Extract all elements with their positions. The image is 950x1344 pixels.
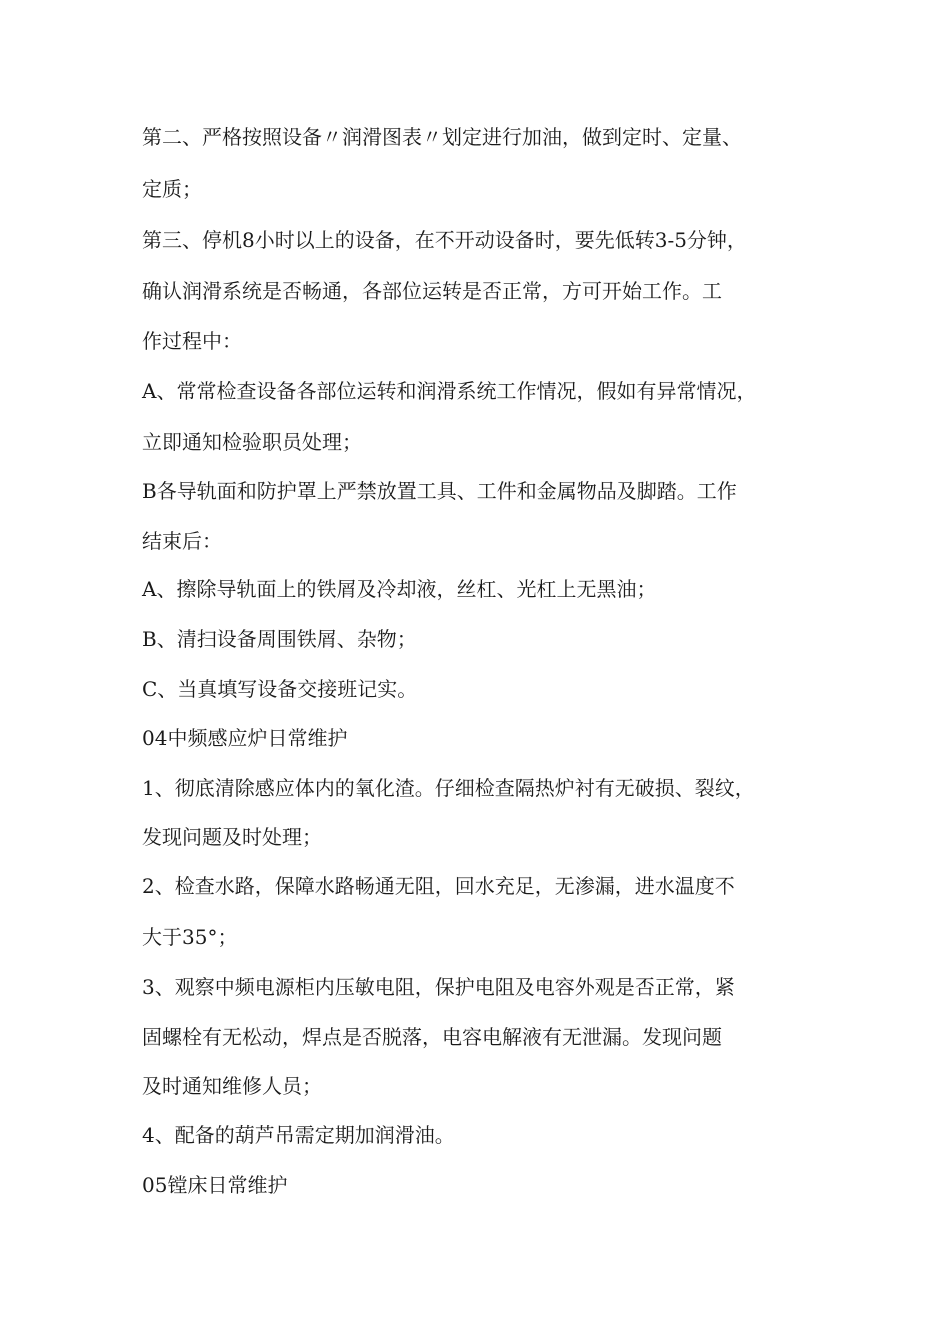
text-line: 第二、严格按照设备〃润滑图表〃划定进行加油，做到定时、定量、 [142,125,742,149]
text-line: 立即通知检验职员处理； [142,430,362,454]
text-line: 及时通知维修人员； [142,1074,322,1098]
text-line: 固螺栓有无松动，焊点是否脱落，电容电解液有无泄漏。发现问题 [142,1025,722,1049]
text-line: 结束后： [142,529,222,553]
text-line: 1、彻底清除感应体内的氧化渣。仔细检查隔热炉衬有无破损、裂纹， [142,776,755,800]
text-line: A、擦除导轨面上的铁屑及冷却液，丝杠、光杠上无黑油； [142,577,657,601]
text-line: 3、观察中频电源柜内压敏电阻，保护电阻及电容外观是否正常，紧 [142,975,735,999]
text-line: 定质； [142,177,202,201]
text-line: 4、配备的葫芦吊需定期加润滑油。 [142,1123,455,1147]
text-line: 2、检查水路，保障水路畅通无阻，回水充足，无渗漏，进水温度不 [142,874,735,898]
section-heading: 04中频感应炉日常维护 [142,726,348,750]
text-line: 发现问题及时处理； [142,825,322,849]
text-line: C、当真填写设备交接班记实。 [142,677,418,701]
text-line: A、常常检查设备各部位运转和润滑系统工作情况，假如有异常情况， [142,379,757,403]
text-line: 作过程中： [142,329,242,353]
section-heading: 05镗床日常维护 [142,1173,288,1197]
text-line: B各导轨面和防护罩上严禁放置工具、工件和金属物品及脚踏。工作 [142,479,737,503]
text-line: 第三、停机8小时以上的设备，在不开动设备时，要先低转3-5分钟， [142,228,747,252]
text-line: 确认润滑系统是否畅通，各部位运转是否正常，方可开始工作。工 [142,279,722,303]
text-line: 大于35°； [142,925,238,949]
text-line: B、清扫设备周围铁屑、杂物； [142,627,417,651]
